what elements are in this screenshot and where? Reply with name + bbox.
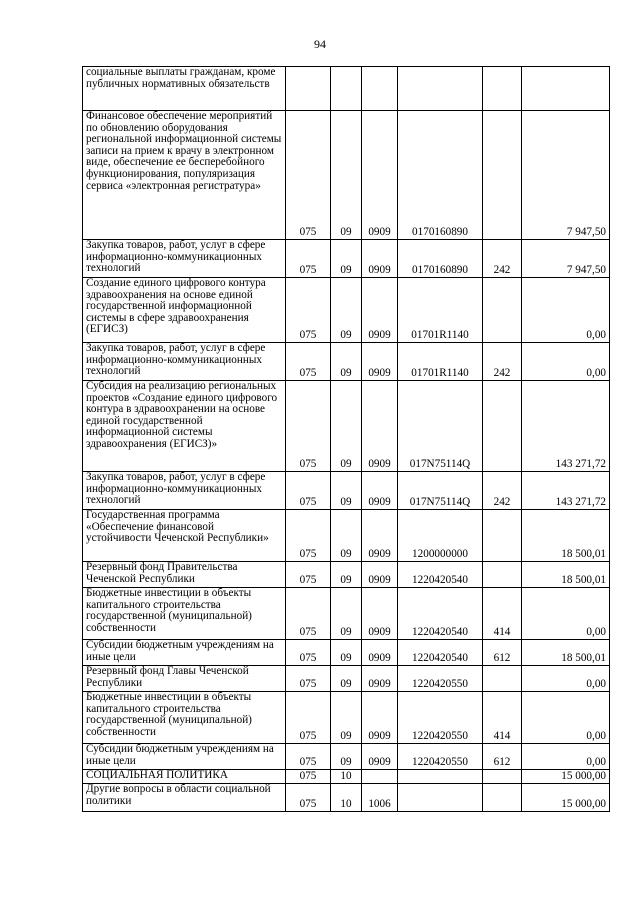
section-code: 09 (331, 472, 362, 510)
table-row (83, 278, 610, 343)
expense-type-code: 242 (483, 472, 522, 510)
table-row (83, 67, 610, 111)
expense-type-code (483, 784, 522, 812)
target-article-code: 1200000000 (398, 510, 483, 562)
expense-type-code (483, 666, 522, 692)
expense-type-code: 612 (483, 744, 522, 770)
section-code (331, 67, 362, 111)
target-article-code: 1220420540 (398, 588, 483, 640)
subsection-code: 0909 (362, 666, 398, 692)
row-name: Резервный фонд Главы Чеченской Республики (83, 666, 286, 692)
subsection-code: 0909 (362, 562, 398, 588)
section-code: 09 (331, 381, 362, 472)
section-code: 09 (331, 562, 362, 588)
section-code: 09 (331, 692, 362, 744)
expense-type-code (483, 381, 522, 472)
admin-code: 075 (286, 770, 331, 784)
amount: 0,00 (522, 343, 610, 381)
subsection-code: 0909 (362, 240, 398, 278)
subsection-code: 0909 (362, 640, 398, 666)
section-code: 09 (331, 343, 362, 381)
table-row (83, 343, 610, 381)
table-row (83, 784, 610, 812)
amount: 18 500,01 (522, 562, 610, 588)
row-name: Субсидии бюджетным учреждениям на иные цели (83, 640, 286, 666)
subsection-code: 0909 (362, 588, 398, 640)
admin-code: 075 (286, 472, 331, 510)
subsection-code: 0909 (362, 111, 398, 240)
expense-type-code: 414 (483, 692, 522, 744)
table-row (83, 640, 610, 666)
row-name: социальные выплаты гражданам, кроме публичных нормативных обязательств (83, 67, 286, 111)
subsection-code: 0909 (362, 381, 398, 472)
target-article-code: 0170160890 (398, 111, 483, 240)
expense-type-code: 612 (483, 640, 522, 666)
section-code: 09 (331, 666, 362, 692)
row-name: Резервный фонд Правительства Чеченской Республики (83, 562, 286, 588)
admin-code: 075 (286, 784, 331, 812)
amount: 7 947,50 (522, 240, 610, 278)
section-code: 09 (331, 278, 362, 343)
expense-type-code (483, 67, 522, 111)
section-code: 09 (331, 510, 362, 562)
expense-type-code: 414 (483, 588, 522, 640)
admin-code: 075 (286, 666, 331, 692)
expense-type-code (483, 510, 522, 562)
subsection-code (362, 67, 398, 111)
admin-code: 075 (286, 744, 331, 770)
amount: 0,00 (522, 588, 610, 640)
section-code: 10 (331, 770, 362, 784)
amount: 18 500,01 (522, 510, 610, 562)
table-row (83, 240, 610, 278)
table-row (83, 381, 610, 472)
subsection-code: 0909 (362, 343, 398, 381)
expense-type-code (483, 278, 522, 343)
section-code: 09 (331, 240, 362, 278)
row-name: Бюджетные инвестиции в объекты капитального строительства государственной (муниципальной) собственности (83, 692, 286, 744)
row-name: Создание единого цифрового контура здравоохранения на основе единой государственной информационной системы в сфере здравоохранения (ЕГИСЗ) (83, 278, 286, 343)
row-name: Закупка товаров, работ, услуг в сфере информационно-коммуникационных технологий (83, 240, 286, 278)
target-article-code: 0170160890 (398, 240, 483, 278)
target-article-code: 017N75114Q (398, 381, 483, 472)
target-article-code: 01701R1140 (398, 343, 483, 381)
admin-code (286, 67, 331, 111)
subsection-code: 0909 (362, 278, 398, 343)
admin-code: 075 (286, 510, 331, 562)
target-article-code (398, 770, 483, 784)
target-article-code: 017N75114Q (398, 472, 483, 510)
amount: 0,00 (522, 666, 610, 692)
subsection-code: 1006 (362, 784, 398, 812)
amount (522, 67, 610, 111)
section-code: 09 (331, 640, 362, 666)
table-row (83, 770, 610, 784)
table-row (83, 111, 610, 240)
amount: 143 271,72 (522, 472, 610, 510)
admin-code: 075 (286, 381, 331, 472)
amount: 15 000,00 (522, 770, 610, 784)
section-code: 09 (331, 111, 362, 240)
table-row (83, 562, 610, 588)
subsection-code: 0909 (362, 472, 398, 510)
admin-code: 075 (286, 562, 331, 588)
row-name: Государственная программа «Обеспечение финансовой устойчивости Чеченской Республики» (83, 510, 286, 562)
expense-type-code (483, 111, 522, 240)
subsection-code: 0909 (362, 692, 398, 744)
amount: 0,00 (522, 278, 610, 343)
row-name: Другие вопросы в области социальной политики (83, 784, 286, 812)
table-row (83, 666, 610, 692)
table-row (83, 692, 610, 744)
target-article-code: 1220420550 (398, 666, 483, 692)
expense-type-code (483, 770, 522, 784)
amount: 0,00 (522, 692, 610, 744)
admin-code: 075 (286, 692, 331, 744)
page-number: 94 (314, 37, 326, 51)
amount: 7 947,50 (522, 111, 610, 240)
expense-type-code: 242 (483, 240, 522, 278)
row-name: Субсидия на реализацию региональных проектов «Создание единого цифрового контура в здравоохранении на основе единой государственной информационной системы здравоохранения (ЕГИСЗ)» (83, 381, 286, 472)
target-article-code: 1220420550 (398, 744, 483, 770)
subsection-code (362, 770, 398, 784)
target-article-code: 01701R1140 (398, 278, 483, 343)
budget-table (82, 66, 610, 812)
target-article-code: 1220420540 (398, 640, 483, 666)
target-article-code (398, 67, 483, 111)
row-name: Субсидии бюджетным учреждениям на иные цели (83, 744, 286, 770)
admin-code: 075 (286, 111, 331, 240)
admin-code: 075 (286, 343, 331, 381)
admin-code: 075 (286, 278, 331, 343)
target-article-code: 1220420550 (398, 692, 483, 744)
expense-type-code (483, 562, 522, 588)
table-row (83, 472, 610, 510)
target-article-code (398, 784, 483, 812)
amount: 0,00 (522, 744, 610, 770)
row-name: Финансовое обеспечение мероприятий по обновлению оборудования региональной информационной системы записи на прием к врачу в электронном виде, обеспечение ее бесперебойного функционирования, популяризация сервиса «электронная регистратура» (83, 111, 286, 240)
table-row (83, 744, 610, 770)
admin-code: 075 (286, 588, 331, 640)
row-name: СОЦИАЛЬНАЯ ПОЛИТИКА (83, 770, 286, 784)
subsection-code: 0909 (362, 510, 398, 562)
admin-code: 075 (286, 640, 331, 666)
row-name: Закупка товаров, работ, услуг в сфере информационно-коммуникационных технологий (83, 472, 286, 510)
admin-code: 075 (286, 240, 331, 278)
section-code: 09 (331, 588, 362, 640)
target-article-code: 1220420540 (398, 562, 483, 588)
section-code: 09 (331, 744, 362, 770)
row-name: Бюджетные инвестиции в объекты капитального строительства государственной (муниципальной) собственности (83, 588, 286, 640)
row-name: Закупка товаров, работ, услуг в сфере информационно-коммуникационных технологий (83, 343, 286, 381)
section-code: 10 (331, 784, 362, 812)
expense-type-code: 242 (483, 343, 522, 381)
amount: 15 000,00 (522, 784, 610, 812)
subsection-code: 0909 (362, 744, 398, 770)
amount: 18 500,01 (522, 640, 610, 666)
amount: 143 271,72 (522, 381, 610, 472)
table-row (83, 588, 610, 640)
table-row (83, 510, 610, 562)
budget-table-body (83, 67, 610, 812)
